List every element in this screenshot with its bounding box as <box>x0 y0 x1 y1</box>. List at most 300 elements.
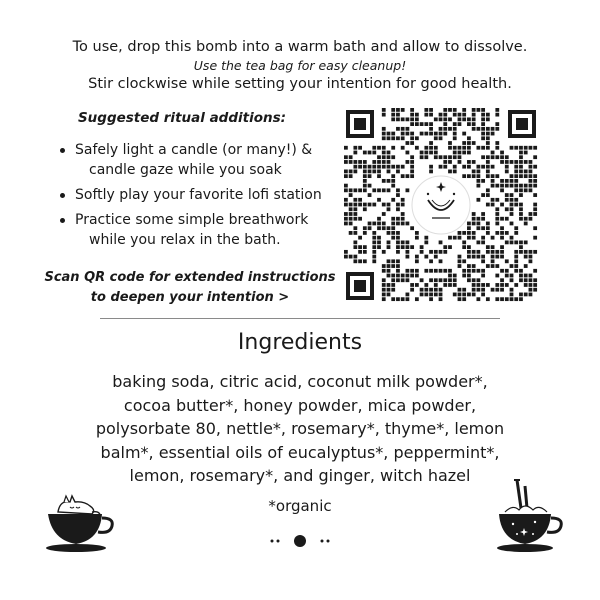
qr-module <box>472 170 476 174</box>
qr-module <box>434 132 438 136</box>
qr-module <box>481 165 485 169</box>
qr-module <box>462 274 466 278</box>
qr-module <box>458 259 462 263</box>
qr-module <box>391 259 395 263</box>
qr-module <box>505 160 509 164</box>
qr-module <box>363 245 367 249</box>
qr-module <box>353 259 357 263</box>
ritual-item-line-2: candle gaze while you soak <box>89 162 282 178</box>
qr-module <box>406 160 410 164</box>
qr-module <box>344 188 348 192</box>
qr-module <box>467 146 471 150</box>
qr-module <box>500 217 504 221</box>
qr-module <box>448 108 452 112</box>
qr-module <box>533 236 537 240</box>
qr-module <box>391 132 395 136</box>
qr-module <box>486 117 490 121</box>
qr-module <box>401 212 405 216</box>
qr-module <box>372 165 376 169</box>
qr-module <box>519 207 523 211</box>
qr-module <box>387 170 391 174</box>
qr-module <box>514 165 518 169</box>
qr-module <box>458 264 462 268</box>
qr-module <box>467 250 471 254</box>
qr-module <box>429 141 433 145</box>
qr-module <box>448 170 452 174</box>
qr-module <box>396 222 400 226</box>
qr-module <box>486 165 490 169</box>
qr-module <box>420 293 424 297</box>
qr-module <box>458 160 462 164</box>
qr-module <box>519 146 523 150</box>
qr-module <box>529 160 533 164</box>
qr-module <box>472 236 476 240</box>
qr-module <box>453 108 457 112</box>
qr-module <box>486 136 490 140</box>
ritual-title: Suggested ritual additions: <box>77 110 287 126</box>
qr-module <box>500 188 504 192</box>
qr-module <box>439 155 443 159</box>
qr-module <box>429 146 433 150</box>
qr-module <box>505 193 509 197</box>
qr-module <box>363 250 367 254</box>
qr-module <box>439 278 443 282</box>
qr-module <box>363 165 367 169</box>
qr-module <box>510 207 514 211</box>
qr-module <box>495 255 499 259</box>
qr-module <box>495 108 499 112</box>
qr-module <box>481 108 485 112</box>
qr-module <box>491 174 495 178</box>
qr-module <box>434 250 438 254</box>
qr-module <box>415 283 419 287</box>
qr-module <box>524 240 528 244</box>
qr-module <box>363 231 367 235</box>
qr-module <box>519 170 523 174</box>
qr-module <box>481 127 485 131</box>
qr-module <box>344 212 348 216</box>
qr-module <box>462 240 466 244</box>
qr-module <box>387 293 391 297</box>
qr-module <box>491 179 495 183</box>
qr-module <box>519 278 523 282</box>
qr-module <box>396 274 400 278</box>
qr-module <box>476 297 480 301</box>
qr-module <box>420 151 424 155</box>
qr-module <box>491 264 495 268</box>
qr-module <box>434 283 438 287</box>
qr-module <box>377 188 381 192</box>
qr-module <box>429 151 433 155</box>
qr-module <box>434 255 438 259</box>
qr-module <box>529 288 533 292</box>
qr-module <box>353 198 357 202</box>
qr-module <box>406 278 410 282</box>
qr-module <box>410 136 414 140</box>
qr-module <box>524 174 528 178</box>
qr-module <box>406 240 410 244</box>
qr-module <box>387 274 391 278</box>
qr-module <box>495 113 499 117</box>
qr-module <box>372 151 376 155</box>
qr-module <box>387 245 391 249</box>
qr-module <box>500 255 504 259</box>
bullet-icon <box>60 218 65 223</box>
qr-module <box>458 146 462 150</box>
qr-module <box>472 160 476 164</box>
qr-module <box>382 264 386 268</box>
qr-module <box>382 283 386 287</box>
qr-module <box>377 236 381 240</box>
qr-module <box>396 236 400 240</box>
qr-module <box>443 278 447 282</box>
qr-module <box>349 207 353 211</box>
qr-module <box>495 283 499 287</box>
qr-module <box>476 127 480 131</box>
qr-module <box>453 127 457 131</box>
qr-module <box>401 222 405 226</box>
qr-module <box>462 174 466 178</box>
qr-module <box>368 151 372 155</box>
qr-module <box>505 217 509 221</box>
qr-module <box>353 151 357 155</box>
qr-module <box>500 155 504 159</box>
qr-module <box>391 136 395 140</box>
qr-module <box>382 136 386 140</box>
qr-module <box>519 174 523 178</box>
qr-module <box>453 293 457 297</box>
qr-module <box>481 122 485 126</box>
qr-module <box>510 179 514 183</box>
qr-module <box>505 198 509 202</box>
qr-module <box>514 264 518 268</box>
qr-module <box>510 212 514 216</box>
qr-module <box>439 165 443 169</box>
qr-module <box>372 240 376 244</box>
qr-module <box>529 188 533 192</box>
qr-module <box>481 146 485 150</box>
qr-module <box>510 236 514 240</box>
qr-module <box>344 203 348 207</box>
qr-module <box>486 146 490 150</box>
qr-module <box>458 236 462 240</box>
qr-module <box>514 231 518 235</box>
qr-module <box>476 240 480 244</box>
qr-module <box>353 146 357 150</box>
qr-module <box>358 217 362 221</box>
qr-module <box>410 269 414 273</box>
qr-module <box>500 269 504 273</box>
qr-module <box>396 170 400 174</box>
qr-module <box>533 278 537 282</box>
qr-module <box>519 184 523 188</box>
cat-teacup-icon <box>40 488 120 563</box>
qr-module <box>491 132 495 136</box>
qr-module <box>491 127 495 131</box>
qr-module <box>514 297 518 301</box>
qr-module <box>481 269 485 273</box>
qr-module <box>448 141 452 145</box>
qr-module <box>448 127 452 131</box>
qr-module <box>396 207 400 211</box>
qr-module <box>382 278 386 282</box>
qr-module <box>443 113 447 117</box>
qr-module <box>458 255 462 259</box>
qr-module <box>424 293 428 297</box>
qr-module <box>396 269 400 273</box>
scan-cta-line-1: Scan QR code for extended instructions <box>44 270 336 285</box>
qr-module <box>486 170 490 174</box>
qr-module <box>353 231 357 235</box>
qr-module <box>382 113 386 117</box>
ritual-item-line-1: Practice some simple breathwork <box>75 212 309 228</box>
qr-module <box>377 174 381 178</box>
qr-module <box>368 226 372 230</box>
qr-module <box>476 184 480 188</box>
qr-module <box>495 231 499 235</box>
qr-module <box>472 288 476 292</box>
qr-module <box>472 231 476 235</box>
qr-module <box>358 250 362 254</box>
qr-module <box>486 160 490 164</box>
qr-module <box>486 264 490 268</box>
qr-module <box>495 217 499 221</box>
qr-module <box>434 293 438 297</box>
qr-module <box>453 113 457 117</box>
qr-module <box>401 174 405 178</box>
qr-module <box>424 122 428 126</box>
qr-module <box>443 117 447 121</box>
qr-module <box>396 203 400 207</box>
qr-module <box>396 127 400 131</box>
qr-code-icon[interactable] <box>344 108 538 302</box>
qr-module <box>401 278 405 282</box>
qr-module <box>429 122 433 126</box>
qr-module <box>486 193 490 197</box>
organic-note: *organic <box>268 497 332 515</box>
section-divider <box>100 318 500 319</box>
qr-module <box>443 132 447 136</box>
qr-module <box>443 160 447 164</box>
qr-module <box>533 146 537 150</box>
qr-module <box>382 222 386 226</box>
qr-module <box>472 264 476 268</box>
qr-module <box>406 151 410 155</box>
qr-module <box>368 184 372 188</box>
qr-module <box>387 132 391 136</box>
qr-module <box>377 146 381 150</box>
qr-module <box>491 155 495 159</box>
qr-module <box>401 108 405 112</box>
qr-module <box>382 160 386 164</box>
qr-module <box>429 165 433 169</box>
qr-module <box>372 255 376 259</box>
qr-module <box>524 255 528 259</box>
qr-module <box>524 146 528 150</box>
qr-module <box>363 179 367 183</box>
qr-module <box>439 259 443 263</box>
qr-module <box>396 259 400 263</box>
qr-module <box>519 217 523 221</box>
qr-module <box>505 165 509 169</box>
qr-module <box>358 146 362 150</box>
qr-module <box>387 203 391 207</box>
qr-module <box>429 269 433 273</box>
qr-module <box>476 288 480 292</box>
qr-module <box>358 165 362 169</box>
qr-module <box>462 288 466 292</box>
qr-module <box>415 231 419 235</box>
qr-module <box>410 117 414 121</box>
qr-module <box>491 151 495 155</box>
qr-module <box>406 127 410 131</box>
qr-module <box>510 193 514 197</box>
qr-module <box>476 217 480 221</box>
qr-module <box>424 240 428 244</box>
qr-module <box>363 188 367 192</box>
qr-module <box>524 217 528 221</box>
qr-module <box>406 297 410 301</box>
qr-module <box>476 278 480 282</box>
qr-module <box>514 170 518 174</box>
qr-module <box>481 283 485 287</box>
qr-module <box>514 259 518 263</box>
qr-module <box>529 283 533 287</box>
qr-module <box>519 269 523 273</box>
qr-module <box>363 160 367 164</box>
qr-module <box>467 264 471 268</box>
qr-module <box>410 155 414 159</box>
bullet-icon <box>60 148 65 153</box>
qr-module <box>415 236 419 240</box>
qr-module <box>406 188 410 192</box>
qr-module <box>349 222 353 226</box>
qr-module <box>519 188 523 192</box>
qr-module <box>448 269 452 273</box>
qr-module <box>519 160 523 164</box>
qr-module <box>529 278 533 282</box>
qr-module <box>420 155 424 159</box>
qr-module <box>510 278 514 282</box>
qr-module <box>401 245 405 249</box>
qr-module <box>495 122 499 126</box>
qr-module <box>529 184 533 188</box>
qr-module <box>434 146 438 150</box>
qr-module <box>467 274 471 278</box>
ritual-item <box>50 140 340 180</box>
qr-module <box>429 288 433 292</box>
qr-module <box>424 146 428 150</box>
qr-module <box>382 226 386 230</box>
qr-module <box>382 108 386 112</box>
qr-module <box>401 127 405 131</box>
qr-module <box>510 222 514 226</box>
qr-module <box>396 264 400 268</box>
qr-module <box>401 198 405 202</box>
qr-module <box>382 269 386 273</box>
qr-module <box>529 179 533 183</box>
qr-module <box>387 179 391 183</box>
qr-module <box>391 198 395 202</box>
qr-module <box>387 207 391 211</box>
qr-module <box>377 170 381 174</box>
qr-module <box>481 136 485 140</box>
qr-module <box>514 203 518 207</box>
qr-module <box>391 113 395 117</box>
qr-module <box>358 203 362 207</box>
qr-module <box>363 207 367 211</box>
qr-module <box>415 117 419 121</box>
qr-module <box>495 198 499 202</box>
qr-module <box>406 222 410 226</box>
qr-module <box>533 250 537 254</box>
scan-cta-line-2: to deepen your intention > <box>90 290 290 305</box>
qr-module <box>410 245 414 249</box>
qr-module <box>443 127 447 131</box>
qr-module <box>453 283 457 287</box>
qr-module <box>476 255 480 259</box>
qr-module <box>458 151 462 155</box>
qr-module <box>377 240 381 244</box>
qr-module <box>448 160 452 164</box>
qr-module <box>510 274 514 278</box>
qr-module <box>424 255 428 259</box>
qr-module <box>406 174 410 178</box>
qr-module <box>467 122 471 126</box>
qr-module <box>533 212 537 216</box>
qr-module <box>495 184 499 188</box>
qr-module <box>448 283 452 287</box>
qr-module <box>472 222 476 226</box>
qr-module <box>429 132 433 136</box>
qr-module <box>382 212 386 216</box>
qr-module <box>391 174 395 178</box>
qr-module <box>443 122 447 126</box>
qr-module <box>467 231 471 235</box>
qr-module <box>533 165 537 169</box>
qr-module <box>443 245 447 249</box>
ritual-item-line-2: while you relax in the bath. <box>89 232 281 248</box>
qr-module <box>505 155 509 159</box>
qr-module <box>391 117 395 121</box>
qr-module <box>415 255 419 259</box>
qr-module <box>519 297 523 301</box>
qr-module <box>505 274 509 278</box>
qr-module <box>486 231 490 235</box>
moon-logo-icon <box>412 176 470 234</box>
qr-module <box>519 250 523 254</box>
qr-module <box>391 283 395 287</box>
qr-module <box>396 136 400 140</box>
qr-module <box>491 236 495 240</box>
qr-module <box>486 226 490 230</box>
qr-module <box>505 179 509 183</box>
qr-module <box>439 297 443 301</box>
qr-module <box>481 259 485 263</box>
qr-module <box>387 259 391 263</box>
qr-module <box>529 165 533 169</box>
qr-module <box>387 165 391 169</box>
qr-module <box>495 141 499 145</box>
qr-module <box>500 288 504 292</box>
qr-module <box>486 155 490 159</box>
qr-module <box>439 269 443 273</box>
qr-module <box>396 240 400 244</box>
qr-module <box>382 250 386 254</box>
qr-module <box>387 151 391 155</box>
qr-module <box>349 188 353 192</box>
qr-module <box>377 160 381 164</box>
